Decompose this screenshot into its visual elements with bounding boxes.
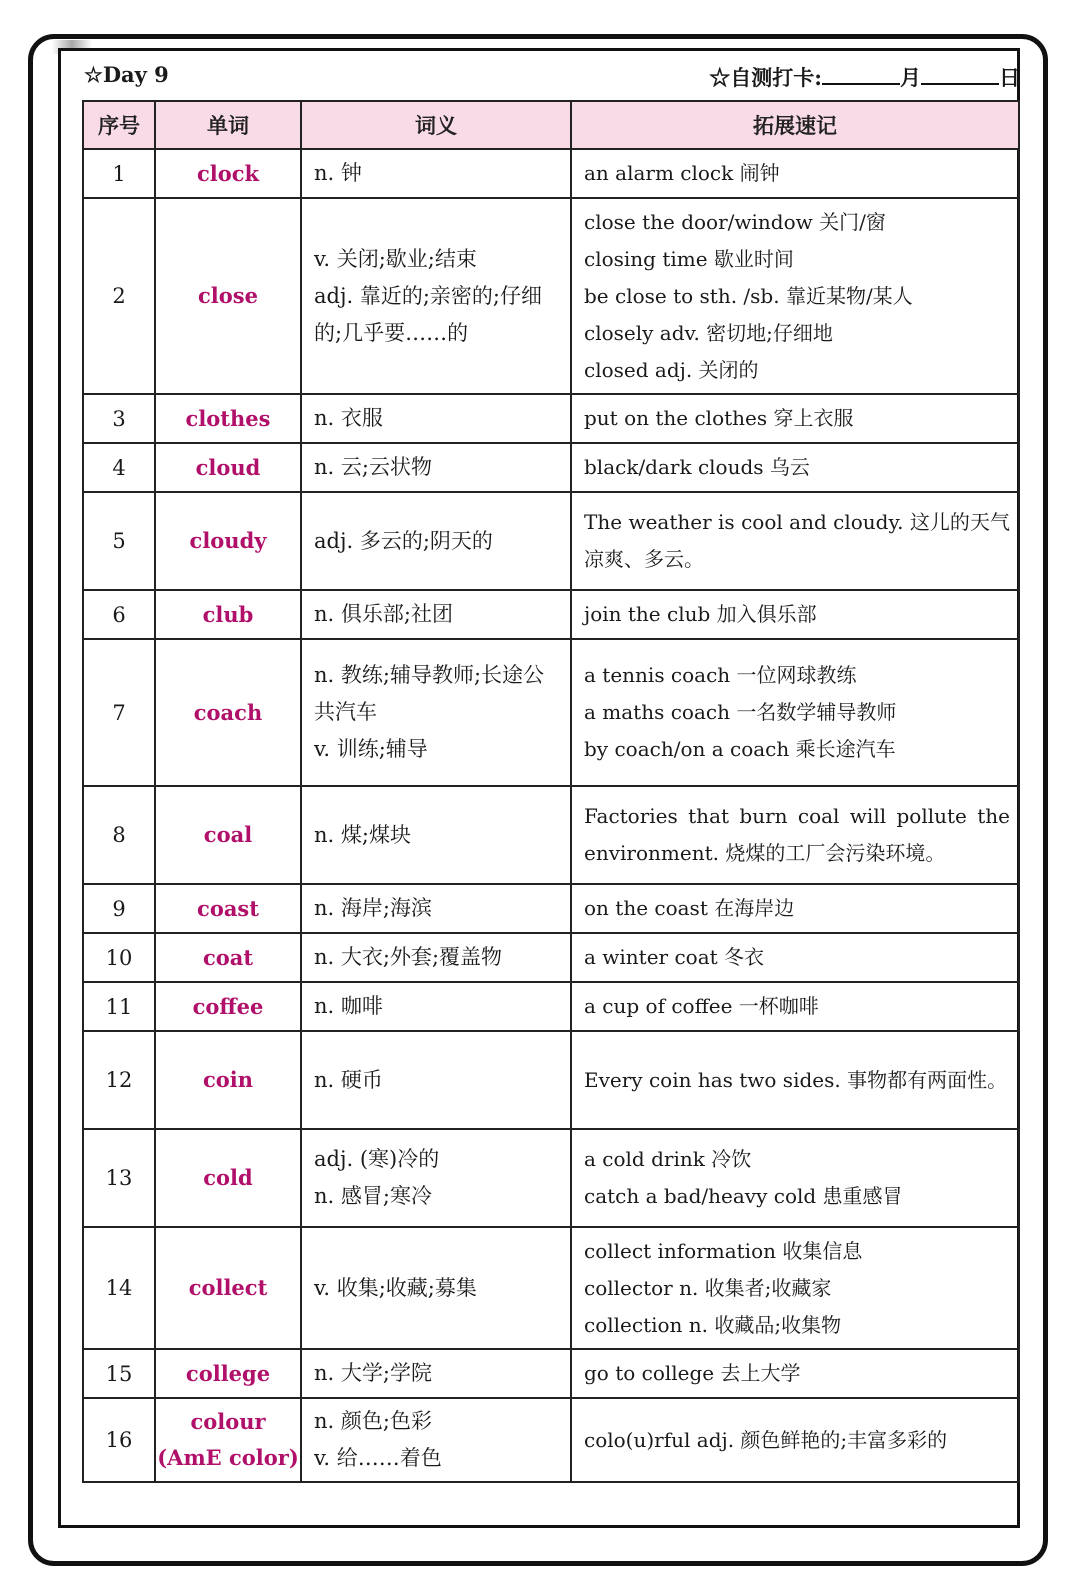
extension-line: The weather is cool and cloudy. 这儿的天气凉爽、多云。 (584, 510, 1010, 571)
extension-notes (571, 1129, 1019, 1227)
extension-line: an alarm clock 闹钟 (584, 161, 780, 185)
extension-line: on the coast 在海岸边 (584, 896, 795, 920)
vocab-word (155, 1227, 301, 1349)
row-number: 14 (83, 1227, 155, 1349)
meaning-line: n. 海岸;海滨 (314, 896, 432, 920)
meaning-line: v. 收集;收藏;募集 (314, 1275, 477, 1300)
row-number: 16 (83, 1398, 155, 1482)
vocab-word (155, 1398, 301, 1482)
row-number: 12 (83, 1031, 155, 1129)
extension-line: collect information 收集信息 (584, 1238, 863, 1263)
row-number: 9 (83, 884, 155, 933)
vocab-word (155, 982, 301, 1031)
extension-line: go to college 去上大学 (584, 1361, 801, 1385)
row-number: 7 (83, 639, 155, 786)
vocab-word (155, 1031, 301, 1129)
table-row (83, 443, 1019, 492)
row-number: 4 (83, 443, 155, 492)
day-blank[interactable] (921, 65, 999, 85)
word-meaning (301, 590, 571, 639)
meaning-line: n. 云;云状物 (314, 455, 432, 479)
word-meaning (301, 884, 571, 933)
vocab-word-text: cloud (195, 454, 261, 480)
meaning-line: v. 关闭;歇业;结束 (314, 246, 477, 271)
meaning-line: n. 感冒;寒冷 (314, 1184, 432, 1208)
word-meaning (301, 1398, 571, 1482)
extension-notes (571, 590, 1019, 639)
vocab-word (155, 884, 301, 933)
extension-notes (571, 1031, 1019, 1129)
vocab-word-text: coat (202, 944, 254, 970)
vocab-word (155, 639, 301, 786)
meaning-line: adj. 靠近的;亲密的;仔细的;几乎要……的 (314, 283, 542, 345)
extension-notes (571, 1349, 1019, 1398)
word-meaning (301, 149, 571, 198)
vocab-word (155, 443, 301, 492)
row-number: 2 (83, 198, 155, 394)
extension-line: collection n. 收藏品;收集物 (584, 1312, 842, 1337)
day-label: 日 (999, 65, 1020, 90)
vocab-word (155, 786, 301, 884)
meaning-line: n. 大学;学院 (314, 1361, 432, 1385)
vocab-word (155, 590, 301, 639)
word-meaning (301, 1031, 571, 1129)
extension-line: closing time 歇业时间 (584, 246, 794, 271)
word-meaning (301, 1349, 571, 1398)
vocab-word (155, 1349, 301, 1398)
extension-notes (571, 786, 1019, 884)
extension-notes (571, 933, 1019, 982)
vocab-word (155, 394, 301, 443)
column-header-extension: 拓展速记 (571, 101, 1019, 149)
column-header-number: 序号 (83, 101, 155, 149)
extension-notes (571, 394, 1019, 443)
extension-notes (571, 982, 1019, 1031)
table-row (83, 884, 1019, 933)
meaning-line: n. 咖啡 (314, 994, 383, 1018)
table-row (83, 394, 1019, 443)
row-number: 11 (83, 982, 155, 1031)
extension-line: put on the clothes 穿上衣服 (584, 406, 854, 430)
meaning-line: n. 颜色;色彩 (314, 1409, 432, 1433)
extension-line: close the door/window 关门/窗 (584, 209, 886, 234)
vocab-word-text: coin (202, 1067, 254, 1092)
table-row (83, 1129, 1019, 1227)
word-meaning (301, 786, 571, 884)
column-header-meaning: 词义 (301, 101, 571, 149)
meaning-line: n. 硬币 (314, 1067, 383, 1092)
vocab-word-text: (AmE color) (157, 1445, 299, 1470)
word-meaning (301, 1227, 571, 1349)
meaning-line: n. 俱乐部;社团 (314, 602, 453, 626)
month-blank[interactable] (822, 65, 900, 85)
table-row (83, 982, 1019, 1031)
extension-notes (571, 443, 1019, 492)
row-number: 6 (83, 590, 155, 639)
vocab-word (155, 933, 301, 982)
extension-line: by coach/on a coach 乘长途汽车 (584, 737, 896, 761)
word-meaning (301, 198, 571, 394)
table-row (83, 149, 1019, 198)
word-meaning (301, 394, 571, 443)
month-label: 月 (900, 65, 921, 90)
table-row (83, 786, 1019, 884)
extension-line: a maths coach 一名数学辅导教师 (584, 700, 897, 724)
vocab-word-text: cold (203, 1165, 253, 1190)
vocab-word-text: coal (203, 822, 253, 847)
meaning-line: n. 煤;煤块 (314, 822, 411, 847)
page-header (84, 62, 1020, 94)
vocab-word-text: club (202, 601, 254, 627)
meaning-line: v. 给……着色 (314, 1446, 442, 1470)
extension-line: Factories that burn coal will pollute the environment. 烧煤的工厂会污染环境。 (584, 804, 1010, 865)
meaning-line: adj. (寒)冷的 (314, 1147, 440, 1171)
day-title: ☆Day 9 (84, 62, 169, 87)
word-meaning (301, 933, 571, 982)
row-number: 13 (83, 1129, 155, 1227)
vocabulary-table (82, 100, 1020, 1483)
extension-notes (571, 1398, 1019, 1482)
table-row (83, 639, 1019, 786)
word-meaning (301, 443, 571, 492)
meaning-line: adj. 多云的;阴天的 (314, 528, 493, 553)
vocab-word-text: clock (196, 160, 260, 186)
extension-line: Every coin has two sides. 事物都有两面性。 (584, 1067, 1008, 1092)
vocab-word-text: cloudy (189, 528, 267, 553)
table-row (83, 1398, 1019, 1482)
word-meaning (301, 492, 571, 590)
row-number: 5 (83, 492, 155, 590)
extension-line: join the club 加入俱乐部 (584, 602, 817, 626)
table-row (83, 198, 1019, 394)
extension-line: black/dark clouds 乌云 (584, 455, 810, 479)
vocab-word (155, 492, 301, 590)
meaning-line: n. 大衣;外套;覆盖物 (314, 945, 503, 969)
extension-line: a winter coat 冬衣 (584, 945, 765, 969)
vocab-word (155, 198, 301, 394)
word-meaning (301, 982, 571, 1031)
table-header-row (83, 101, 1019, 149)
extension-line: closely adv. 密切地;仔细地 (584, 320, 833, 345)
vocab-word (155, 149, 301, 198)
row-number: 8 (83, 786, 155, 884)
table-row (83, 933, 1019, 982)
extension-line: be close to sth. /sb. 靠近某物/某人 (584, 283, 913, 308)
column-header-word: 单词 (155, 101, 301, 149)
meaning-line: n. 钟 (314, 161, 362, 185)
row-number: 3 (83, 394, 155, 443)
extension-line: a cup of coffee 一杯咖啡 (584, 994, 819, 1018)
extension-notes (571, 492, 1019, 590)
row-number: 10 (83, 933, 155, 982)
vocab-word-text: coach (193, 699, 263, 725)
meaning-line: n. 衣服 (314, 406, 383, 430)
vocab-word-text: college (185, 1360, 271, 1386)
extension-notes (571, 149, 1019, 198)
extension-notes (571, 1227, 1019, 1349)
row-number: 1 (83, 149, 155, 198)
vocab-word (155, 1129, 301, 1227)
extension-line: catch a bad/heavy cold 患重感冒 (584, 1184, 903, 1208)
vocab-word-text: close (198, 283, 258, 308)
meaning-line: v. 训练;辅导 (314, 737, 428, 761)
table-row (83, 590, 1019, 639)
extension-line: closed adj. 关闭的 (584, 357, 759, 382)
extension-line: colo(u)rful adj. 颜色鲜艳的;丰富多彩的 (584, 1427, 948, 1452)
extension-notes (571, 884, 1019, 933)
extension-line: a cold drink 冷饮 (584, 1147, 752, 1171)
vocab-word-text: coast (197, 895, 259, 921)
extension-line: collector n. 收集者;收藏家 (584, 1275, 832, 1300)
extension-notes (571, 198, 1019, 394)
word-meaning (301, 639, 571, 786)
vocab-word-text: collect (188, 1275, 268, 1300)
word-meaning (301, 1129, 571, 1227)
meaning-line: n. 教练;辅导教师;长途公共汽车 (314, 663, 545, 724)
extension-notes (571, 639, 1019, 786)
vocab-word-text: colour (190, 1409, 266, 1434)
vocab-word-text: clothes (185, 405, 271, 431)
extension-line: a tennis coach 一位网球教练 (584, 663, 857, 687)
table-row (83, 1227, 1019, 1349)
vocab-word-text: coffee (192, 993, 264, 1019)
table-row (83, 492, 1019, 590)
row-number: 15 (83, 1349, 155, 1398)
table-row (83, 1349, 1019, 1398)
checkin-label: ☆自测打卡: (709, 65, 822, 90)
self-check-field (709, 62, 1020, 92)
table-row (83, 1031, 1019, 1129)
